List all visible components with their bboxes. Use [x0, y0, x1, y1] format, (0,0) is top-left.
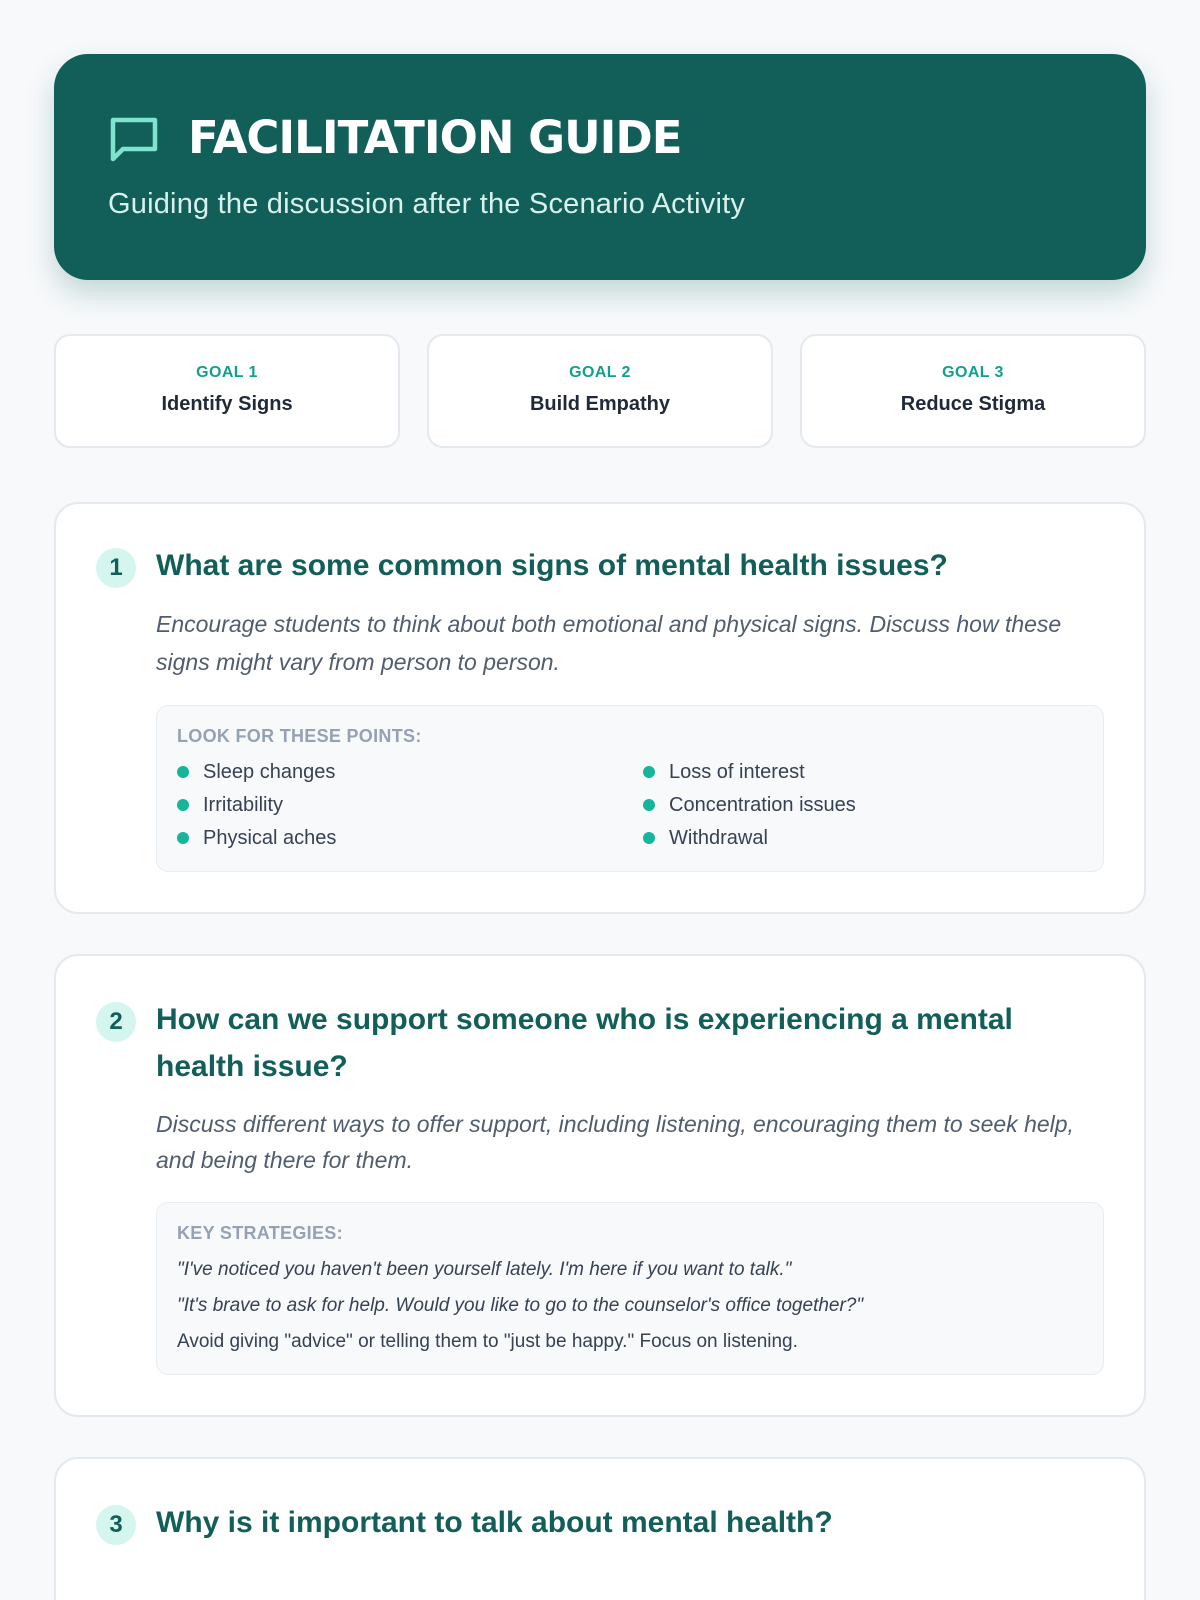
- question-text: Why is it important to talk about mental health?: [156, 1506, 833, 1539]
- goal-name: Build Empathy: [529, 393, 670, 415]
- page-title: FACILITATION GUIDE: [188, 111, 682, 164]
- chat-bubble-icon: [108, 111, 162, 165]
- page-subtitle: Guiding the discussion after the Scenario Activity: [108, 188, 746, 220]
- facilitator-note: Encourage students to think about both emotional and physical signs. Discuss how these signs might vary from person to person.: [156, 611, 1062, 675]
- goal-label: GOAL 3: [942, 364, 1004, 381]
- header-title-row: [108, 110, 1092, 166]
- bullet-dot-icon: [177, 766, 189, 778]
- list-item: [643, 792, 1083, 818]
- list-item: [643, 759, 1083, 785]
- list-item: [643, 825, 1083, 851]
- point-text: Loss of interest: [669, 760, 805, 783]
- point-text: Irritability: [203, 793, 284, 816]
- point-text: Sleep changes: [203, 760, 336, 783]
- question-card-3: [54, 1457, 1146, 1600]
- goal-name: Identify Signs: [161, 393, 293, 415]
- guide-header: [54, 54, 1146, 280]
- strategy-tip: Avoid giving "advice" or telling them to "just be happy." Focus on listening.: [177, 1331, 798, 1352]
- question-body: [96, 1106, 1104, 1375]
- key-strategies-box: [156, 1202, 1104, 1375]
- question-number-badge: 2: [96, 1002, 136, 1042]
- strategy-quote: "I've noticed you haven't been yourself lately. I'm here if you want to talk.": [177, 1259, 792, 1280]
- goal-card-reduce-stigma: [800, 334, 1146, 448]
- list-item: [177, 759, 643, 785]
- question-body: [96, 605, 1104, 872]
- bullet-dot-icon: [643, 799, 655, 811]
- question-header: [96, 1000, 1104, 1090]
- question-card-1: [54, 502, 1146, 914]
- bullet-dot-icon: [643, 766, 655, 778]
- goal-name: Reduce Stigma: [900, 393, 1046, 415]
- question-header: [96, 546, 1104, 589]
- point-text: Concentration issues: [669, 793, 856, 816]
- bullet-dot-icon: [177, 799, 189, 811]
- point-text: Physical aches: [203, 826, 337, 849]
- list-item: [177, 792, 643, 818]
- question-number-badge: 3: [96, 1505, 136, 1545]
- bullet-dot-icon: [643, 832, 655, 844]
- point-text: Withdrawal: [669, 826, 768, 849]
- box-title: LOOK FOR THESE POINTS:: [177, 726, 422, 746]
- goal-label: GOAL 1: [196, 364, 258, 381]
- strategy-quote: "It's brave to ask for help. Would you like to go to the counselor's office together?": [177, 1295, 864, 1316]
- question-text: What are some common signs of mental health issues?: [156, 549, 948, 582]
- goals-row: [54, 334, 1146, 448]
- question-number-badge: 1: [96, 548, 136, 588]
- question-card-2: [54, 954, 1146, 1417]
- list-item: [177, 825, 643, 851]
- question-header: [96, 1503, 1104, 1546]
- goal-label: GOAL 2: [569, 364, 631, 381]
- facilitator-note: Discuss different ways to offer support, including listening, encouraging them to seek help, and being there for them.: [156, 1111, 1074, 1173]
- look-for-points-box: [156, 705, 1104, 872]
- box-title: KEY STRATEGIES:: [177, 1223, 343, 1243]
- strategies-list: [177, 1258, 1083, 1354]
- goal-card-identify-signs: [54, 334, 400, 448]
- question-text: How can we support someone who is experiencing a mental health issue?: [156, 1003, 1013, 1083]
- points-list: [177, 759, 1083, 851]
- goal-card-build-empathy: [427, 334, 773, 448]
- bullet-dot-icon: [177, 832, 189, 844]
